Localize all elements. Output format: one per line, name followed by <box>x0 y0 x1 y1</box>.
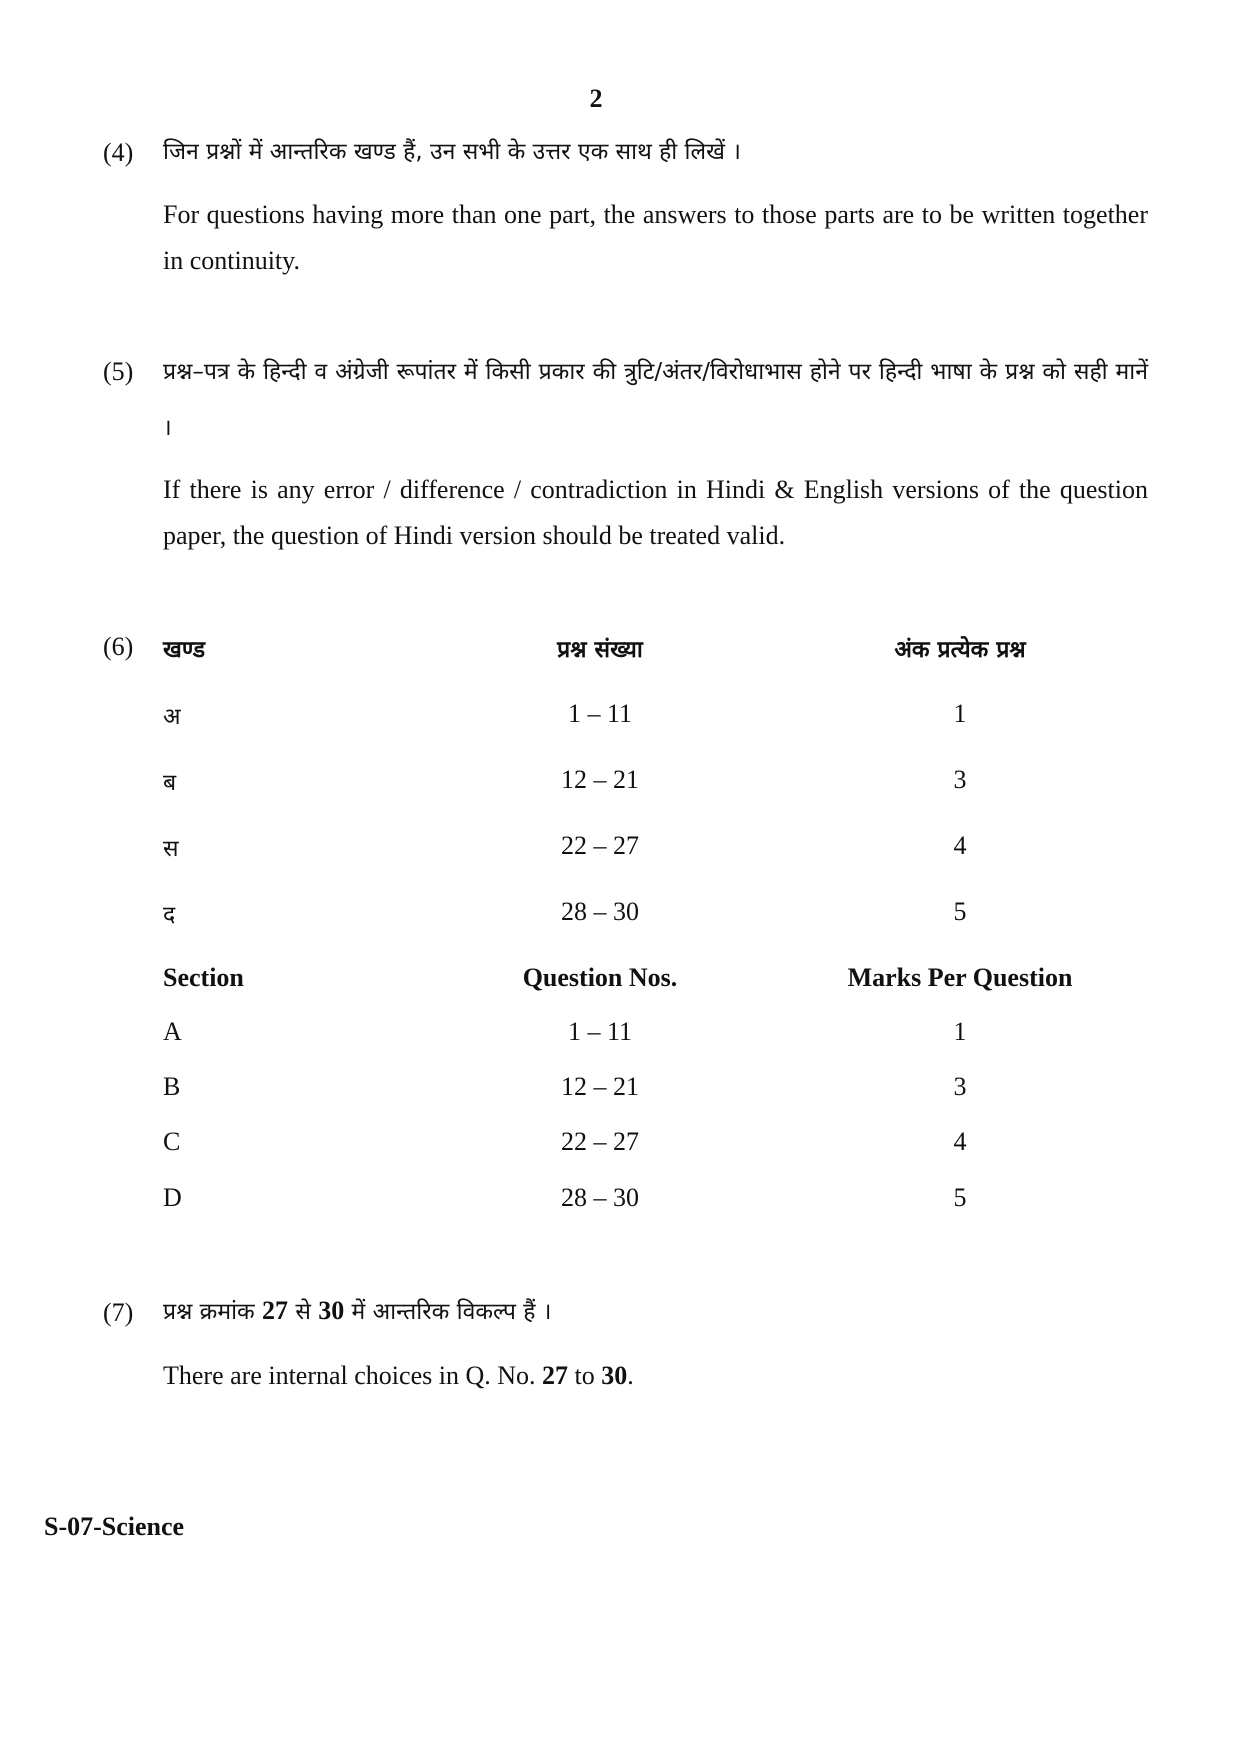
english-table-header <box>0 963 1241 1003</box>
header-question-nos: प्रश्न संख्या <box>557 637 643 663</box>
marks-cell: 4 <box>953 1127 967 1156</box>
section-cell: द <box>163 902 176 928</box>
instruction-english-text: For questions having more than one part, the answers to those parts are to be written together in continuity. <box>163 200 1148 275</box>
instruction-hindi-text: जिन प्रश्नों में आन्तरिक खण्ड हैं, उन सभी के उत्तर एक साथ ही लिखें । <box>163 139 741 165</box>
marks-cell: 3 <box>953 1072 967 1101</box>
question-nos-cell: 22 – 27 <box>561 831 639 860</box>
marks-cell: 1 <box>953 699 967 728</box>
instruction-hindi-text <box>163 1283 1148 1340</box>
page-number: 2 <box>589 84 603 113</box>
instruction-number: (7) <box>103 1298 134 1327</box>
instruction-hindi-text: प्रश्न–पत्र के हिन्दी व अंग्रेजी रूपांतर में किसी प्रकार की त्रुटि/अंतर/विरोधाभास होने पर हिन्दी भाषा के प्रश्न को सही मानें । <box>163 359 1148 441</box>
table-row <box>0 699 1241 739</box>
question-nos-cell: 12 – 21 <box>561 1072 639 1101</box>
section-cell: A <box>163 1017 182 1046</box>
section-cell: B <box>163 1072 181 1101</box>
hindi-table-header <box>0 632 1241 672</box>
table-row <box>0 831 1241 871</box>
paper-code-footer: S-07-Science <box>44 1512 185 1541</box>
text-segment: में आन्तरिक विकल्प हैं । <box>351 1299 552 1325</box>
header-marks: Marks Per Question <box>847 963 1073 992</box>
instruction-number: (6) <box>103 632 134 661</box>
question-nos-cell: 28 – 30 <box>561 1183 639 1212</box>
header-section: खण्ड <box>163 637 206 663</box>
table-row <box>0 765 1241 805</box>
instruction-number: (4) <box>103 138 134 167</box>
instruction-english-text: If there is any error / difference / contradiction in Hindi & English versions of the question paper, the question of Hindi version should be treated valid. <box>163 475 1148 550</box>
marks-cell: 1 <box>953 1017 967 1046</box>
marks-cell: 5 <box>953 897 967 926</box>
instruction-english-text <box>163 1353 1148 1399</box>
text-segment: . <box>627 1361 634 1390</box>
section-cell: D <box>163 1183 182 1212</box>
question-nos-cell: 28 – 30 <box>561 897 639 926</box>
header-section: Section <box>163 963 244 992</box>
table-row <box>0 897 1241 937</box>
text-segment: to <box>574 1361 595 1390</box>
question-number-from: 27 <box>542 1361 569 1390</box>
section-cell: C <box>163 1127 181 1156</box>
question-nos-cell: 12 – 21 <box>561 765 639 794</box>
question-nos-cell: 1 – 11 <box>567 1017 633 1046</box>
marks-cell: 5 <box>953 1183 967 1212</box>
table-row <box>0 1183 1241 1223</box>
text-segment: प्रश्न क्रमांक <box>163 1299 255 1325</box>
header-question-nos: Question Nos. <box>522 963 678 992</box>
section-cell: ब <box>163 770 177 796</box>
section-cell: अ <box>163 704 181 730</box>
question-nos-cell: 1 – 11 <box>567 699 633 728</box>
instruction-number: (5) <box>103 357 134 386</box>
marks-cell: 4 <box>953 831 967 860</box>
question-number-to: 30 <box>601 1361 628 1390</box>
question-nos-cell: 22 – 27 <box>561 1127 639 1156</box>
question-number-to: 30 <box>318 1296 345 1325</box>
header-marks: अंक प्रत्येक प्रश्न <box>894 637 1026 663</box>
marks-cell: 3 <box>953 765 967 794</box>
table-row <box>0 1017 1241 1057</box>
table-row <box>0 1127 1241 1167</box>
table-row <box>0 1072 1241 1112</box>
text-segment: से <box>295 1299 311 1325</box>
section-cell: स <box>163 836 179 862</box>
question-number-from: 27 <box>262 1296 289 1325</box>
text-segment: There are internal choices in Q. No. <box>163 1361 536 1390</box>
